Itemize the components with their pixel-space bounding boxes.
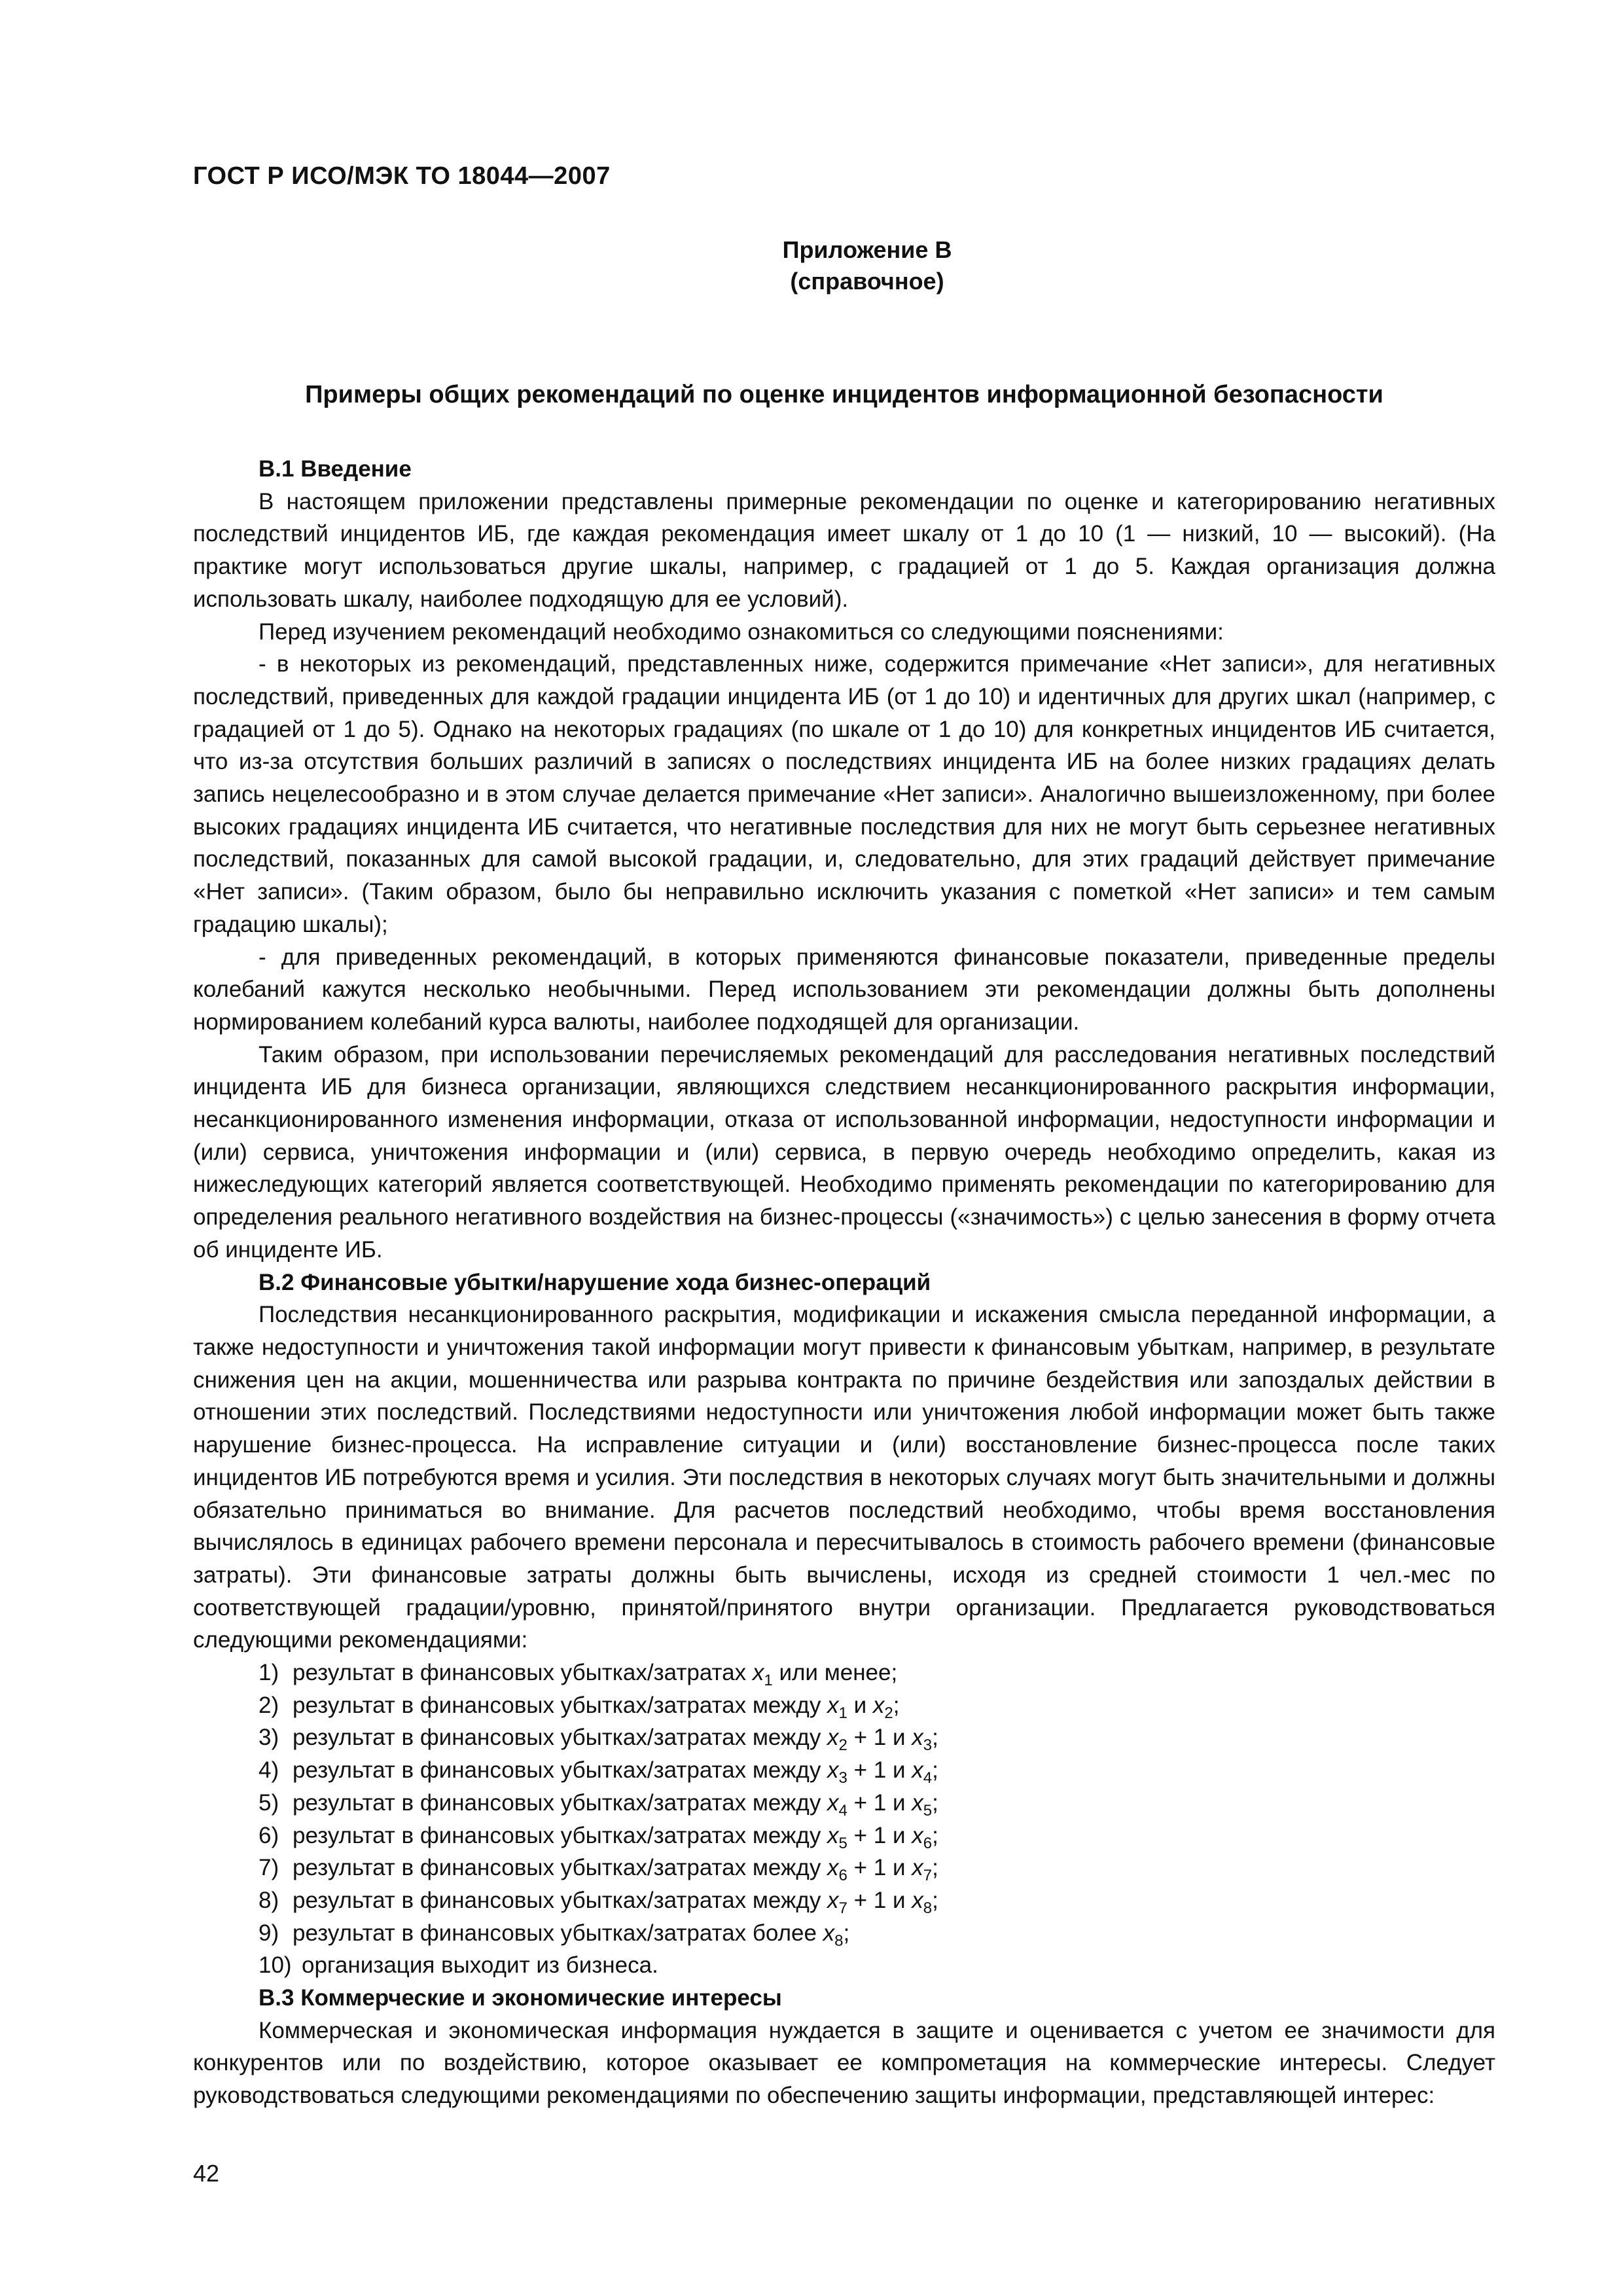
list-item — [193, 1787, 1495, 1820]
variable — [912, 1789, 933, 1820]
list-item — [193, 1657, 1495, 1689]
variable — [827, 1692, 847, 1722]
paragraph: В настоящем приложении представлены примерные рекомендации по оценке и категорированию негативных последствий инцидентов ИБ, где каждая рекомендация имеет шкалу от 1 до 10 (1 — низкий, 10 — высокий). (На практике могут использоваться другие шкалы, например, с градацией от 1 до 5. Каждая организация должна использовать шкалу, наиболее подходящую для ее условий). — [193, 488, 1495, 612]
list-item-plus: + 1 — [847, 1855, 887, 1881]
variable-index: 2 — [884, 1704, 893, 1722]
list-item-text: результат в финансовых убытках/затратах — [293, 1789, 747, 1816]
variable-index: 1 — [838, 1704, 847, 1722]
list-item — [193, 1721, 1495, 1754]
section-heading-b3: В.3 Коммерческие и экономические интересы — [259, 1985, 782, 2011]
variable — [752, 1660, 773, 1690]
variable — [827, 1757, 847, 1787]
list-item-text: результат в финансовых убытках/затратах — [293, 1855, 747, 1881]
list-item-tail: ; — [932, 1822, 938, 1848]
list-item-tail: или менее; — [772, 1660, 898, 1686]
variable — [872, 1692, 893, 1722]
list-item-conj: и — [886, 1757, 912, 1784]
section-heading-b1: В.1 Введение — [259, 456, 412, 482]
list-item-number: 7) — [259, 1855, 279, 1881]
list-item — [193, 1689, 1495, 1722]
standard-code: ГОСТ Р ИСО/МЭК ТО 18044—2007 — [193, 162, 611, 190]
variable-index: 8 — [923, 1899, 933, 1917]
list-item-text: результат в финансовых убытках/затратах — [293, 1757, 747, 1784]
variable-symbol: x — [827, 1692, 839, 1718]
variable — [912, 1757, 933, 1787]
list-item-number: 4) — [259, 1757, 279, 1784]
list-item-conj: и — [886, 1725, 912, 1751]
variable-symbol: x — [752, 1660, 764, 1686]
variable-index: 4 — [923, 1769, 933, 1787]
list-item-text: результат в финансовых убытках/затратах — [293, 1660, 747, 1686]
variable-symbol: x — [872, 1692, 885, 1718]
list-item-number: 6) — [259, 1822, 279, 1848]
variable-index: 3 — [923, 1736, 933, 1755]
list-item-conj: и — [886, 1822, 912, 1848]
variable-symbol: x — [823, 1920, 835, 1946]
list-item-text: результат в финансовых убытках/затратах — [293, 1822, 747, 1848]
list-item-plus: + 1 — [847, 1757, 887, 1784]
list-item-conj: и — [886, 1789, 912, 1816]
list-item-tail: ; — [932, 1855, 938, 1881]
page-number: 42 — [193, 2160, 220, 2187]
list-item-text: результат в финансовых убытках/затратах — [293, 1887, 747, 1913]
list-item — [193, 1884, 1495, 1917]
list-item — [193, 1754, 1495, 1787]
annex-heading: Примеры общих рекомендаций по оценке инцидентов информационной безопасности — [305, 381, 1383, 408]
variable-symbol: x — [912, 1855, 923, 1881]
paragraph: Коммерческая и экономическая информация нуждается в защите и оценивается с учетом ее значимости для конкурентов или по воздействию, которое оказывает ее компрометация на коммерческие интересы. Следует руководствоваться следующими рекомендациями по обеспечению защиты информации, представляющей интерес: — [193, 2017, 1495, 2109]
list-item — [193, 1917, 1495, 1950]
list-item-rel: между — [746, 1757, 828, 1784]
list-item-rel: между — [746, 1887, 828, 1913]
paragraph: - в некоторых из рекомендаций, представленных ниже, содержится примечание «Нет записи», для негативных последствий, приведенных для каждой градации инцидента ИБ (от 1 до 10) и идентичных для других шкал (например, с градацией от 1 до 5). Однако на некоторых градациях (по шкале от 1 до 10) для конкретных инцидентов ИБ считается, что из-за отсутствия больших различий в записях о последствиях инцидента ИБ на более низких градациях делать запись нецелесообразно и в этом случае делается примечание «Нет записи». Аналогично вышеизложенному, при более высоких градациях инцидента ИБ считается, что негативные последствия для них не могут быть серьезнее негативных последствий, показанных для самой высокой градации, и, следовательно, для этих градаций действует примечание «Нет записи». (Таким образом, было бы неправильно исключить указания с пометкой «Нет записи» и тем самым градацию шкалы); — [193, 651, 1495, 937]
annex-label — [0, 234, 1623, 297]
variable-symbol: x — [912, 1822, 923, 1848]
variable-symbol: x — [912, 1887, 923, 1913]
list-item-tail: ; — [932, 1725, 938, 1751]
variable-symbol: x — [827, 1855, 839, 1881]
list-item-text: результат в финансовых убытках/затратах — [293, 1920, 747, 1946]
list-item-tail: ; — [932, 1789, 938, 1816]
variable — [823, 1920, 844, 1950]
list-item-tail: ; — [843, 1920, 850, 1946]
list-item-plus: + 1 — [847, 1822, 887, 1848]
variable-symbol: x — [912, 1757, 923, 1784]
loss-scale-list — [193, 1657, 1495, 1982]
variable — [912, 1822, 933, 1852]
section-heading-b2: В.2 Финансовые убытки/нарушение хода бизнес-операций — [259, 1269, 931, 1295]
list-item-tail: ; — [932, 1757, 938, 1784]
variable-index: 3 — [838, 1769, 847, 1787]
list-item-plus: + 1 — [847, 1725, 887, 1751]
list-item-text: результат в финансовых убытках/затратах — [293, 1725, 747, 1751]
variable-symbol: x — [912, 1789, 923, 1816]
variable — [912, 1725, 933, 1755]
variable — [827, 1822, 847, 1852]
list-item-conj: и — [886, 1855, 912, 1881]
variable-index: 7 — [838, 1899, 847, 1917]
variable-index: 2 — [838, 1736, 847, 1755]
variable — [827, 1855, 847, 1885]
variable-symbol: x — [827, 1725, 839, 1751]
list-item-rel: между — [746, 1692, 828, 1718]
list-item-rel: между — [746, 1855, 828, 1881]
list-item — [193, 1820, 1495, 1852]
list-item-number: 5) — [259, 1789, 279, 1816]
list-item-rel: более — [746, 1920, 823, 1946]
annex-title: Приложение В — [782, 236, 952, 263]
list-item — [193, 1949, 1495, 1982]
variable-index: 6 — [838, 1867, 847, 1885]
list-item-number: 2) — [259, 1692, 279, 1718]
list-item — [193, 1852, 1495, 1884]
list-item-plus: + 1 — [847, 1887, 887, 1913]
variable — [827, 1789, 847, 1820]
list-item-tail: ; — [893, 1692, 900, 1718]
list-item-text: результат в финансовых убытках/затратах — [293, 1692, 747, 1718]
variable-symbol: x — [912, 1725, 923, 1751]
list-item-plus: + 1 — [847, 1789, 887, 1816]
variable-symbol: x — [827, 1789, 839, 1816]
paragraph: Последствия несанкционированного раскрытия, модификации и искажения смысла переданной информации, а также недоступности и уничтожения такой информации могут привести к финансовым убыткам, например, в результате снижения цен на акции, мошенничества или разрыва контракта по причине бездействия или запоздалых действии в отношении этих последствий. Последствиями недоступности или уничтожения любой информации может быть также нарушение бизнес-процесса. На исправление ситуации и (или) восстановление бизнес-процесса после таких инцидентов ИБ потребуются время и усилия. Эти последствия в некоторых случаях могут быть значительными и должны обязательно приниматься во внимание. Для расчетов последствий необходимо, чтобы время восстановления вычислялось в единицах рабочего времени персонала и пересчитывалось в стоимость рабочего времени (финансовые затраты). Эти финансовые затраты должны быть вычислены, исходя из средней стоимости 1 чел.-мес по соответствующей градации/уровню, принятой/принятого внутри организации. Предлагается руководствоваться следующими рекомендациями: — [193, 1302, 1495, 1653]
variable-symbol: x — [827, 1887, 839, 1913]
list-item-rel: между — [746, 1725, 828, 1751]
variable — [827, 1887, 847, 1917]
variable — [827, 1725, 847, 1755]
document-body — [193, 453, 1495, 2112]
list-item-number: 1) — [259, 1660, 279, 1686]
variable-index: 6 — [923, 1834, 933, 1852]
list-item-text: организация выходит из бизнеса. — [302, 1952, 658, 1979]
annex-type: (справочное) — [790, 268, 944, 295]
paragraph: Таким образом, при использовании перечисляемых рекомендаций для расследования негативных последствий инцидента ИБ для бизнеса организации, являющихся следствием несанкционированного раскрытия информации, несанкционированного изменения информации, отказа от использованной информации, недоступности информации и (или) сервиса, уничтожения информации и (или) сервиса, в первую очередь необходимо определить, какая из нижеследующих категорий является соответствующей. Необходимо применять рекомендации по категорированию для определения реального негативного воздействия на бизнес-процессы («значимость») с целью занесения в форму отчета об инциденте ИБ. — [193, 1041, 1495, 1263]
list-item-number: 9) — [259, 1920, 279, 1946]
variable-index: 4 — [838, 1801, 847, 1820]
list-item-rel: между — [746, 1789, 828, 1816]
paragraph: Перед изучением рекомендаций необходимо ознакомиться со следующими пояснениями: — [259, 619, 1224, 645]
list-item-number: 8) — [259, 1887, 279, 1913]
list-item-conj: и — [886, 1887, 912, 1913]
list-item-rel: между — [746, 1822, 828, 1848]
paragraph: - для приведенных рекомендаций, в которых применяются финансовые показатели, приведенные пределы колебаний кажутся несколько необычными. Перед использованием эти рекомендации должны быть дополнены нормированием колебаний курса валюты, наиболее подходящей для организации. — [193, 944, 1495, 1035]
variable-index: 1 — [764, 1672, 773, 1690]
variable-index: 5 — [923, 1801, 933, 1820]
variable — [912, 1887, 933, 1917]
variable-symbol: x — [827, 1822, 839, 1848]
variable-index: 5 — [838, 1834, 847, 1852]
variable-symbol: x — [827, 1757, 839, 1784]
variable — [912, 1855, 933, 1885]
list-item-tail: ; — [932, 1887, 938, 1913]
list-item-conj: и — [847, 1692, 873, 1718]
variable-index: 8 — [834, 1931, 844, 1950]
list-item-number: 10) — [259, 1952, 292, 1979]
variable-index: 7 — [923, 1867, 933, 1885]
list-item-number: 3) — [259, 1725, 279, 1751]
